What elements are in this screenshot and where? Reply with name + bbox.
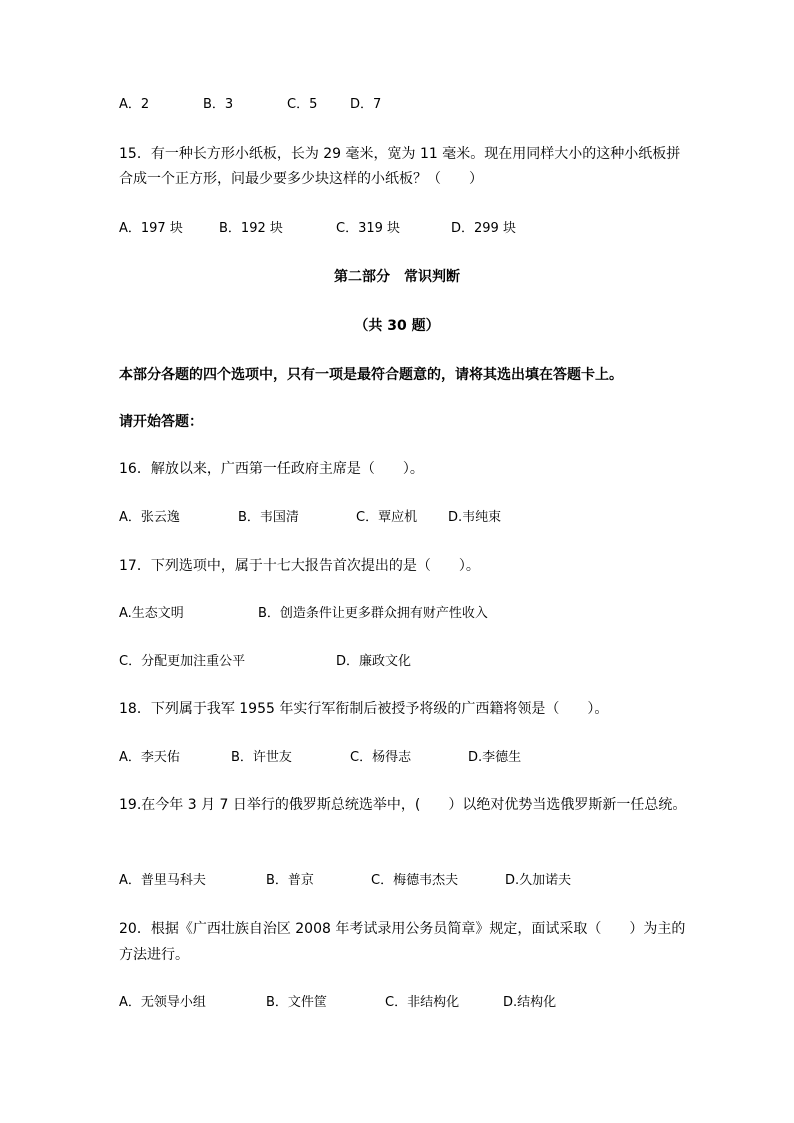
- q17-option-b[interactable]: B．创造条件让更多群众拥有财产性收入: [258, 606, 488, 621]
- section-start: 请开始答题：: [119, 414, 203, 430]
- q19-option-b[interactable]: B．普京: [266, 873, 314, 888]
- q19-option-a[interactable]: A．普里马科夫: [119, 873, 206, 888]
- q20-text-line1: 20．根据《广西壮族自治区 2008 年考试录用公务员简章》规定，面试采取（ ）为主的: [119, 921, 686, 937]
- q15-option-c[interactable]: C．319 块: [336, 221, 401, 236]
- q19-option-d[interactable]: D.久加诺夫: [505, 873, 572, 888]
- q20-option-a[interactable]: A．无领导小组: [119, 995, 206, 1010]
- q14-option-d[interactable]: D．7: [350, 97, 382, 112]
- section-title: 第二部分 常识判断: [334, 269, 460, 285]
- q20-text-line2: 方法进行。: [119, 947, 189, 963]
- section-instruction: 本部分各题的四个选项中，只有一项是最符合题意的，请将其选出填在答题卡上。: [119, 367, 623, 383]
- q14-option-b[interactable]: B．3: [203, 97, 234, 112]
- q18-option-c[interactable]: C．杨得志: [350, 750, 412, 765]
- q19-text: 19.在今年 3 月 7 日举行的俄罗斯总统选举中，( ）以绝对优势当选俄罗斯新一任总统。: [119, 797, 687, 813]
- section-count: （共 30 题）: [354, 318, 440, 334]
- q17-option-d[interactable]: D．廉政文化: [336, 654, 412, 669]
- q15-option-b[interactable]: B．192 块: [219, 221, 283, 236]
- q16-option-b[interactable]: B．韦国清: [238, 510, 299, 525]
- q17-option-a[interactable]: A.生态文明: [119, 606, 184, 621]
- q18-option-a[interactable]: A．李天佑: [119, 750, 180, 765]
- q15-option-a[interactable]: A．197 块: [119, 221, 183, 236]
- q16-text: 16．解放以来，广西第一任政府主席是（ ）。: [119, 461, 424, 477]
- q16-option-d[interactable]: D.韦纯束: [448, 510, 502, 525]
- q18-option-d[interactable]: D.李德生: [468, 750, 522, 765]
- q18-text: 18．下列属于我军 1955 年实行军衔制后被授予将级的广西籍将领是（ ）。: [119, 701, 609, 717]
- q17-option-c[interactable]: C．分配更加注重公平: [119, 654, 246, 669]
- q16-option-a[interactable]: A．张云逸: [119, 510, 180, 525]
- q18-option-b[interactable]: B．许世友: [231, 750, 292, 765]
- q20-option-b[interactable]: B．文件筐: [266, 995, 327, 1010]
- q15-option-d[interactable]: D．299 块: [451, 221, 516, 236]
- q17-text: 17．下列选项中，属于十七大报告首次提出的是（ ）。: [119, 558, 480, 574]
- q15-text-line2: 合成一个正方形，问最少要多少块这样的小纸板？（ ）: [119, 171, 483, 187]
- q19-option-c[interactable]: C．梅德韦杰夫: [371, 873, 459, 888]
- q15-text-line1: 15．有一种长方形小纸板，长为 29 毫米，宽为 11 毫米。现在用同样大小的这种小纸板拼: [119, 146, 681, 162]
- q20-option-d[interactable]: D.结构化: [503, 995, 557, 1010]
- q14-option-c[interactable]: C．5: [287, 97, 318, 112]
- q14-option-a[interactable]: A．2: [119, 97, 150, 112]
- q16-option-c[interactable]: C．覃应机: [356, 510, 418, 525]
- q20-option-c[interactable]: C．非结构化: [385, 995, 460, 1010]
